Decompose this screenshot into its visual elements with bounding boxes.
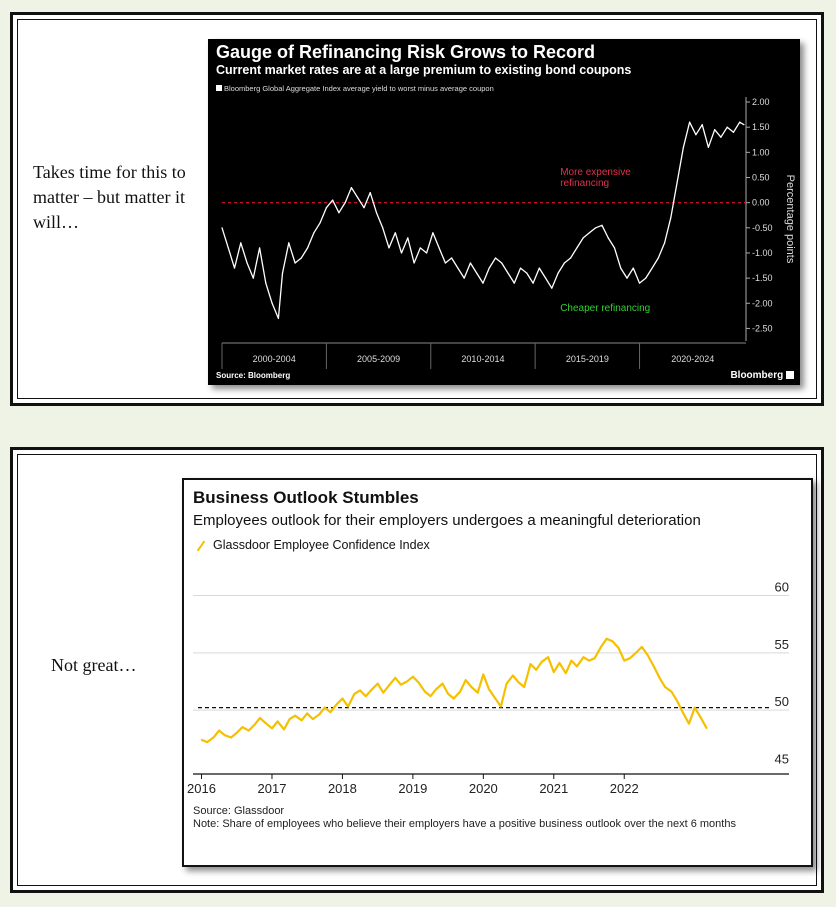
y-tick-label: 50 (774, 694, 789, 710)
annotation-cheaper: Cheaper refinancing (560, 302, 651, 314)
y-axis-label: Percentage points (784, 174, 796, 264)
x-tick-label: 2022 (609, 781, 639, 796)
refinancing-data-point (520, 267, 521, 268)
glassdoor-data-point (512, 675, 514, 677)
refinancing-data-point (326, 207, 327, 208)
refinancing-data-point (626, 278, 627, 279)
glassdoor-data-point (294, 715, 296, 717)
glassdoor-data-point (647, 654, 649, 656)
refinancing-data-point (639, 283, 640, 284)
refinancing-data-point (259, 247, 260, 248)
glassdoor-data-point (424, 691, 426, 693)
glassdoor-data-point (242, 726, 244, 728)
refinancing-data-point (482, 283, 483, 284)
refinancing-data-point (507, 272, 508, 273)
glassdoor-data-point (336, 703, 338, 705)
glassdoor-data-point (318, 714, 320, 716)
refinancing-data-point (476, 272, 477, 273)
glassdoor-data-point (518, 682, 520, 684)
glassdoor-data-point (594, 658, 596, 660)
refinancing-data-point (727, 127, 728, 128)
refinancing-data-point (651, 267, 652, 268)
glassdoor-data-point (218, 730, 220, 732)
glassdoor-data-point (576, 666, 578, 668)
chart-title: Gauge of Refinancing Risk Grows to Record (216, 42, 596, 62)
refinancing-data-point (620, 267, 621, 268)
glassdoor-data-point (224, 734, 226, 736)
refinancing-data-point (464, 278, 465, 279)
refinancing-data-point (351, 187, 352, 188)
refinancing-data-point (246, 262, 247, 263)
refinancing-data-point (439, 247, 440, 248)
x-tick-label: 2021 (539, 781, 569, 796)
chart-subtitle: Employees outlook for their employers undergoes a meaningful deterioration (193, 512, 701, 529)
annotation-line: refinancing (560, 177, 610, 189)
glassdoor-data-point (706, 727, 708, 729)
y-tick-label: -2.50 (752, 323, 773, 334)
glassdoor-data-point (477, 692, 479, 694)
refinancing-data-point (714, 129, 715, 130)
glassdoor-data-point (206, 741, 208, 743)
refinancing-data-point (677, 182, 678, 183)
refinancing-data-point (307, 247, 308, 248)
refinancing-data-point (589, 232, 590, 233)
y-tick-label: 60 (774, 579, 789, 595)
glassdoor-data-point (430, 695, 432, 697)
refinancing-data-point (689, 122, 690, 123)
glassdoor-data-point (588, 660, 590, 662)
glassdoor-data-point (459, 691, 461, 693)
glassdoor-data-point (435, 688, 437, 690)
y-tick-label: -0.50 (752, 222, 773, 233)
y-tick-label: 45 (774, 751, 789, 767)
glassdoor-data-point (306, 713, 308, 715)
refinancing-data-point (664, 242, 665, 243)
glassdoor-data-point (523, 686, 525, 688)
glassdoor-data-point (488, 688, 490, 690)
glassdoor-data-point (629, 658, 631, 660)
glassdoor-data-point (583, 656, 585, 658)
refinancing-series-line (222, 122, 744, 318)
glassdoor-data-point (500, 706, 502, 708)
refinancing-data-point (432, 232, 433, 233)
x-tick-label: 2018 (327, 781, 357, 796)
y-tick-label: 1.50 (752, 122, 770, 133)
glassdoor-data-point (359, 690, 361, 692)
refinancing-data-point (583, 237, 584, 238)
refinancing-data-point (451, 257, 452, 258)
glassdoor-data-point (382, 692, 384, 694)
refinancing-data-point (426, 252, 427, 253)
refinancing-data-point (370, 192, 371, 193)
refinancing-data-point (570, 257, 571, 258)
glassdoor-data-point (254, 724, 256, 726)
glassdoor-data-point (541, 661, 543, 663)
glassdoor-data-point (213, 737, 215, 739)
refinancing-data-point (253, 278, 254, 279)
refinancing-data-point (345, 202, 346, 203)
refinancing-data-point (288, 242, 289, 243)
glassdoor-data-point (453, 698, 455, 700)
panel-refinancing (10, 12, 824, 406)
refinancing-data-point (457, 267, 458, 268)
glassdoor-data-point (659, 677, 661, 679)
refinancing-data-point (395, 232, 396, 233)
refinancing-data-point (445, 262, 446, 263)
glassdoor-data-point (653, 666, 655, 668)
refinancing-data-point (495, 257, 496, 258)
glassdoor-data-point (442, 683, 444, 685)
glassdoor-data-point (301, 719, 303, 721)
glassdoor-data-point (447, 693, 449, 695)
refinancing-data-point (240, 242, 241, 243)
glassdoor-data-point (201, 739, 203, 741)
refinancing-data-point (720, 137, 721, 138)
annotation-line: More expensive (560, 166, 631, 178)
glassdoor-data-point (600, 646, 602, 648)
glassdoor-data-point (530, 663, 532, 665)
refinancing-data-point (645, 278, 646, 279)
glassdoor-data-point (694, 707, 696, 709)
glassdoor-data-point (230, 737, 232, 739)
glassdoor-data-point (682, 711, 684, 713)
glassdoor-data-point (635, 652, 637, 654)
glassdoor-data-point (671, 691, 673, 693)
glassdoor-data-point (266, 723, 268, 725)
chart-source: Source: Glassdoor (193, 805, 285, 817)
glassdoor-data-point (465, 679, 467, 681)
glassdoor-data-point (559, 662, 561, 664)
glassdoor-confidence-chart (182, 478, 813, 867)
x-tick-label: 2016 (187, 781, 216, 796)
x-tick-label: 2020-2024 (671, 354, 715, 364)
refinancing-data-point (363, 207, 364, 208)
glassdoor-data-point (483, 674, 485, 676)
chart-title: Business Outlook Stumbles (193, 488, 419, 507)
y-tick-label: 0.50 (752, 172, 770, 183)
glassdoor-data-point (248, 730, 250, 732)
brand-label: Bloomberg (730, 370, 784, 381)
y-tick-label: 1.00 (752, 147, 770, 158)
glassdoor-data-point (412, 676, 414, 678)
glassdoor-data-point (283, 729, 285, 731)
glassdoor-data-point (535, 669, 537, 671)
glassdoor-data-point (623, 660, 625, 662)
bloomberg-badge-icon (786, 371, 794, 379)
refinancing-data-point (489, 267, 490, 268)
refinancing-data-point (608, 237, 609, 238)
refinancing-data-point (338, 212, 339, 213)
caption-refinancing: Takes time for this to matter – but matter it will… (33, 162, 186, 232)
glassdoor-data-point (259, 717, 261, 719)
refinancing-data-point (272, 303, 273, 304)
refinancing-data-point (601, 225, 602, 226)
glassdoor-data-point (400, 684, 402, 686)
glassdoor-data-point (418, 682, 420, 684)
glassdoor-data-point (354, 693, 356, 695)
refinancing-data-point (228, 247, 229, 248)
refinancing-data-point (294, 262, 295, 263)
caption-glassdoor: Not great… (51, 655, 137, 675)
x-tick-label: 2015-2019 (565, 354, 609, 364)
glassdoor-data-point (377, 683, 379, 685)
legend-label: Bloomberg Global Aggregate Index average yield to worst minus average coupon (224, 84, 494, 93)
refinancing-data-point (708, 147, 709, 148)
legend-label: Glassdoor Employee Confidence Index (213, 538, 430, 552)
y-tick-label: -1.50 (752, 273, 773, 284)
glassdoor-data-point (547, 656, 549, 658)
glassdoor-data-point (495, 698, 497, 700)
refinancing-data-point (545, 278, 546, 279)
refinancing-data-point (614, 247, 615, 248)
refinancing-data-point (501, 262, 502, 263)
x-tick-label: 2019 (398, 781, 428, 796)
glassdoor-data-point (606, 638, 608, 640)
glassdoor-data-point (406, 680, 408, 682)
refinancing-data-point (388, 247, 389, 248)
glassdoor-data-point (371, 688, 373, 690)
chart-subtitle: Current market rates are at a large premium to existing bond coupons (216, 63, 632, 77)
refinancing-data-point (407, 237, 408, 238)
x-tick-label: 2000-2004 (252, 354, 296, 364)
refinancing-data-point (558, 272, 559, 273)
refinancing-data-point (670, 217, 671, 218)
refinancing-plot (208, 39, 800, 385)
glassdoor-data-point (618, 647, 620, 649)
glassdoor-data-point (236, 732, 238, 734)
glassdoor-data-point (365, 695, 367, 697)
glassdoor-data-point (389, 684, 391, 686)
refinancing-data-point (695, 134, 696, 135)
glassdoor-data-point (688, 723, 690, 725)
refinancing-data-point (576, 247, 577, 248)
glassdoor-data-point (277, 721, 279, 723)
refinancing-data-point (332, 200, 333, 201)
x-tick-label: 2005-2009 (357, 354, 401, 364)
glassdoor-data-point (324, 707, 326, 709)
refinancing-data-point (551, 288, 552, 289)
glassdoor-data-point (700, 716, 702, 718)
glassdoor-data-point (289, 718, 291, 720)
y-tick-label: 2.00 (752, 97, 770, 108)
glassdoor-data-point (330, 711, 332, 713)
refinancing-data-point (413, 262, 414, 263)
refinancing-data-point (282, 272, 283, 273)
refinancing-data-point (658, 257, 659, 258)
refinancing-data-point (401, 252, 402, 253)
annotation-more-expensive (560, 167, 631, 189)
glassdoor-data-point (565, 672, 567, 674)
y-tick-label: -1.00 (752, 247, 773, 258)
glassdoor-data-point (342, 698, 344, 700)
refinancing-data-point (564, 262, 565, 263)
refinancing-data-point (320, 222, 321, 223)
y-tick-label: 0.00 (752, 197, 770, 208)
refinancing-data-point (234, 267, 235, 268)
bloomberg-logo (730, 370, 794, 381)
refinancing-data-point (357, 197, 358, 198)
chart-note: Note: Share of employees who believe their employers have a positive business outlook over the next 6 months (193, 818, 736, 830)
glassdoor-data-point (347, 706, 349, 708)
glassdoor-data-point (471, 686, 473, 688)
refinancing-data-point (265, 283, 266, 284)
refinancing-data-point (301, 257, 302, 258)
x-tick-label: 2017 (257, 781, 287, 796)
glassdoor-data-point (394, 677, 396, 679)
x-tick-label: 2020 (468, 781, 498, 796)
glassdoor-data-point (506, 683, 508, 685)
y-tick-label: 55 (774, 636, 789, 652)
glassdoor-data-point (571, 660, 573, 662)
refinancing-data-point (514, 283, 515, 284)
glassdoor-data-point (676, 700, 678, 702)
refinancing-data-point (382, 227, 383, 228)
refinancing-data-point (376, 212, 377, 213)
glassdoor-data-point (271, 727, 273, 729)
x-tick-label: 2010-2014 (461, 354, 505, 364)
glassdoor-data-point (553, 671, 555, 673)
refinancing-data-point (420, 247, 421, 248)
refinancing-data-point (743, 124, 744, 125)
panel-glassdoor (10, 447, 824, 893)
glassdoor-data-point (641, 646, 643, 648)
refinancing-data-point (532, 283, 533, 284)
refinancing-risk-chart (208, 39, 800, 385)
refinancing-data-point (313, 232, 314, 233)
refinancing-data-point (595, 227, 596, 228)
glassdoor-data-point (312, 718, 314, 720)
refinancing-data-point (683, 147, 684, 148)
refinancing-data-point (633, 267, 634, 268)
refinancing-data-point (221, 227, 222, 228)
refinancing-data-point (470, 262, 471, 263)
refinancing-data-point (278, 318, 279, 319)
glassdoor-data-point (664, 686, 666, 688)
glassdoor-data-point (611, 640, 613, 642)
y-tick-label: -2.00 (752, 298, 773, 309)
refinancing-data-point (739, 122, 740, 123)
refinancing-data-point (733, 132, 734, 133)
refinancing-data-point (526, 272, 527, 273)
refinancing-data-point (539, 267, 540, 268)
chart-source: Source: Bloomberg (216, 371, 291, 380)
refinancing-data-point (702, 124, 703, 125)
glassdoor-series-line (202, 639, 707, 742)
